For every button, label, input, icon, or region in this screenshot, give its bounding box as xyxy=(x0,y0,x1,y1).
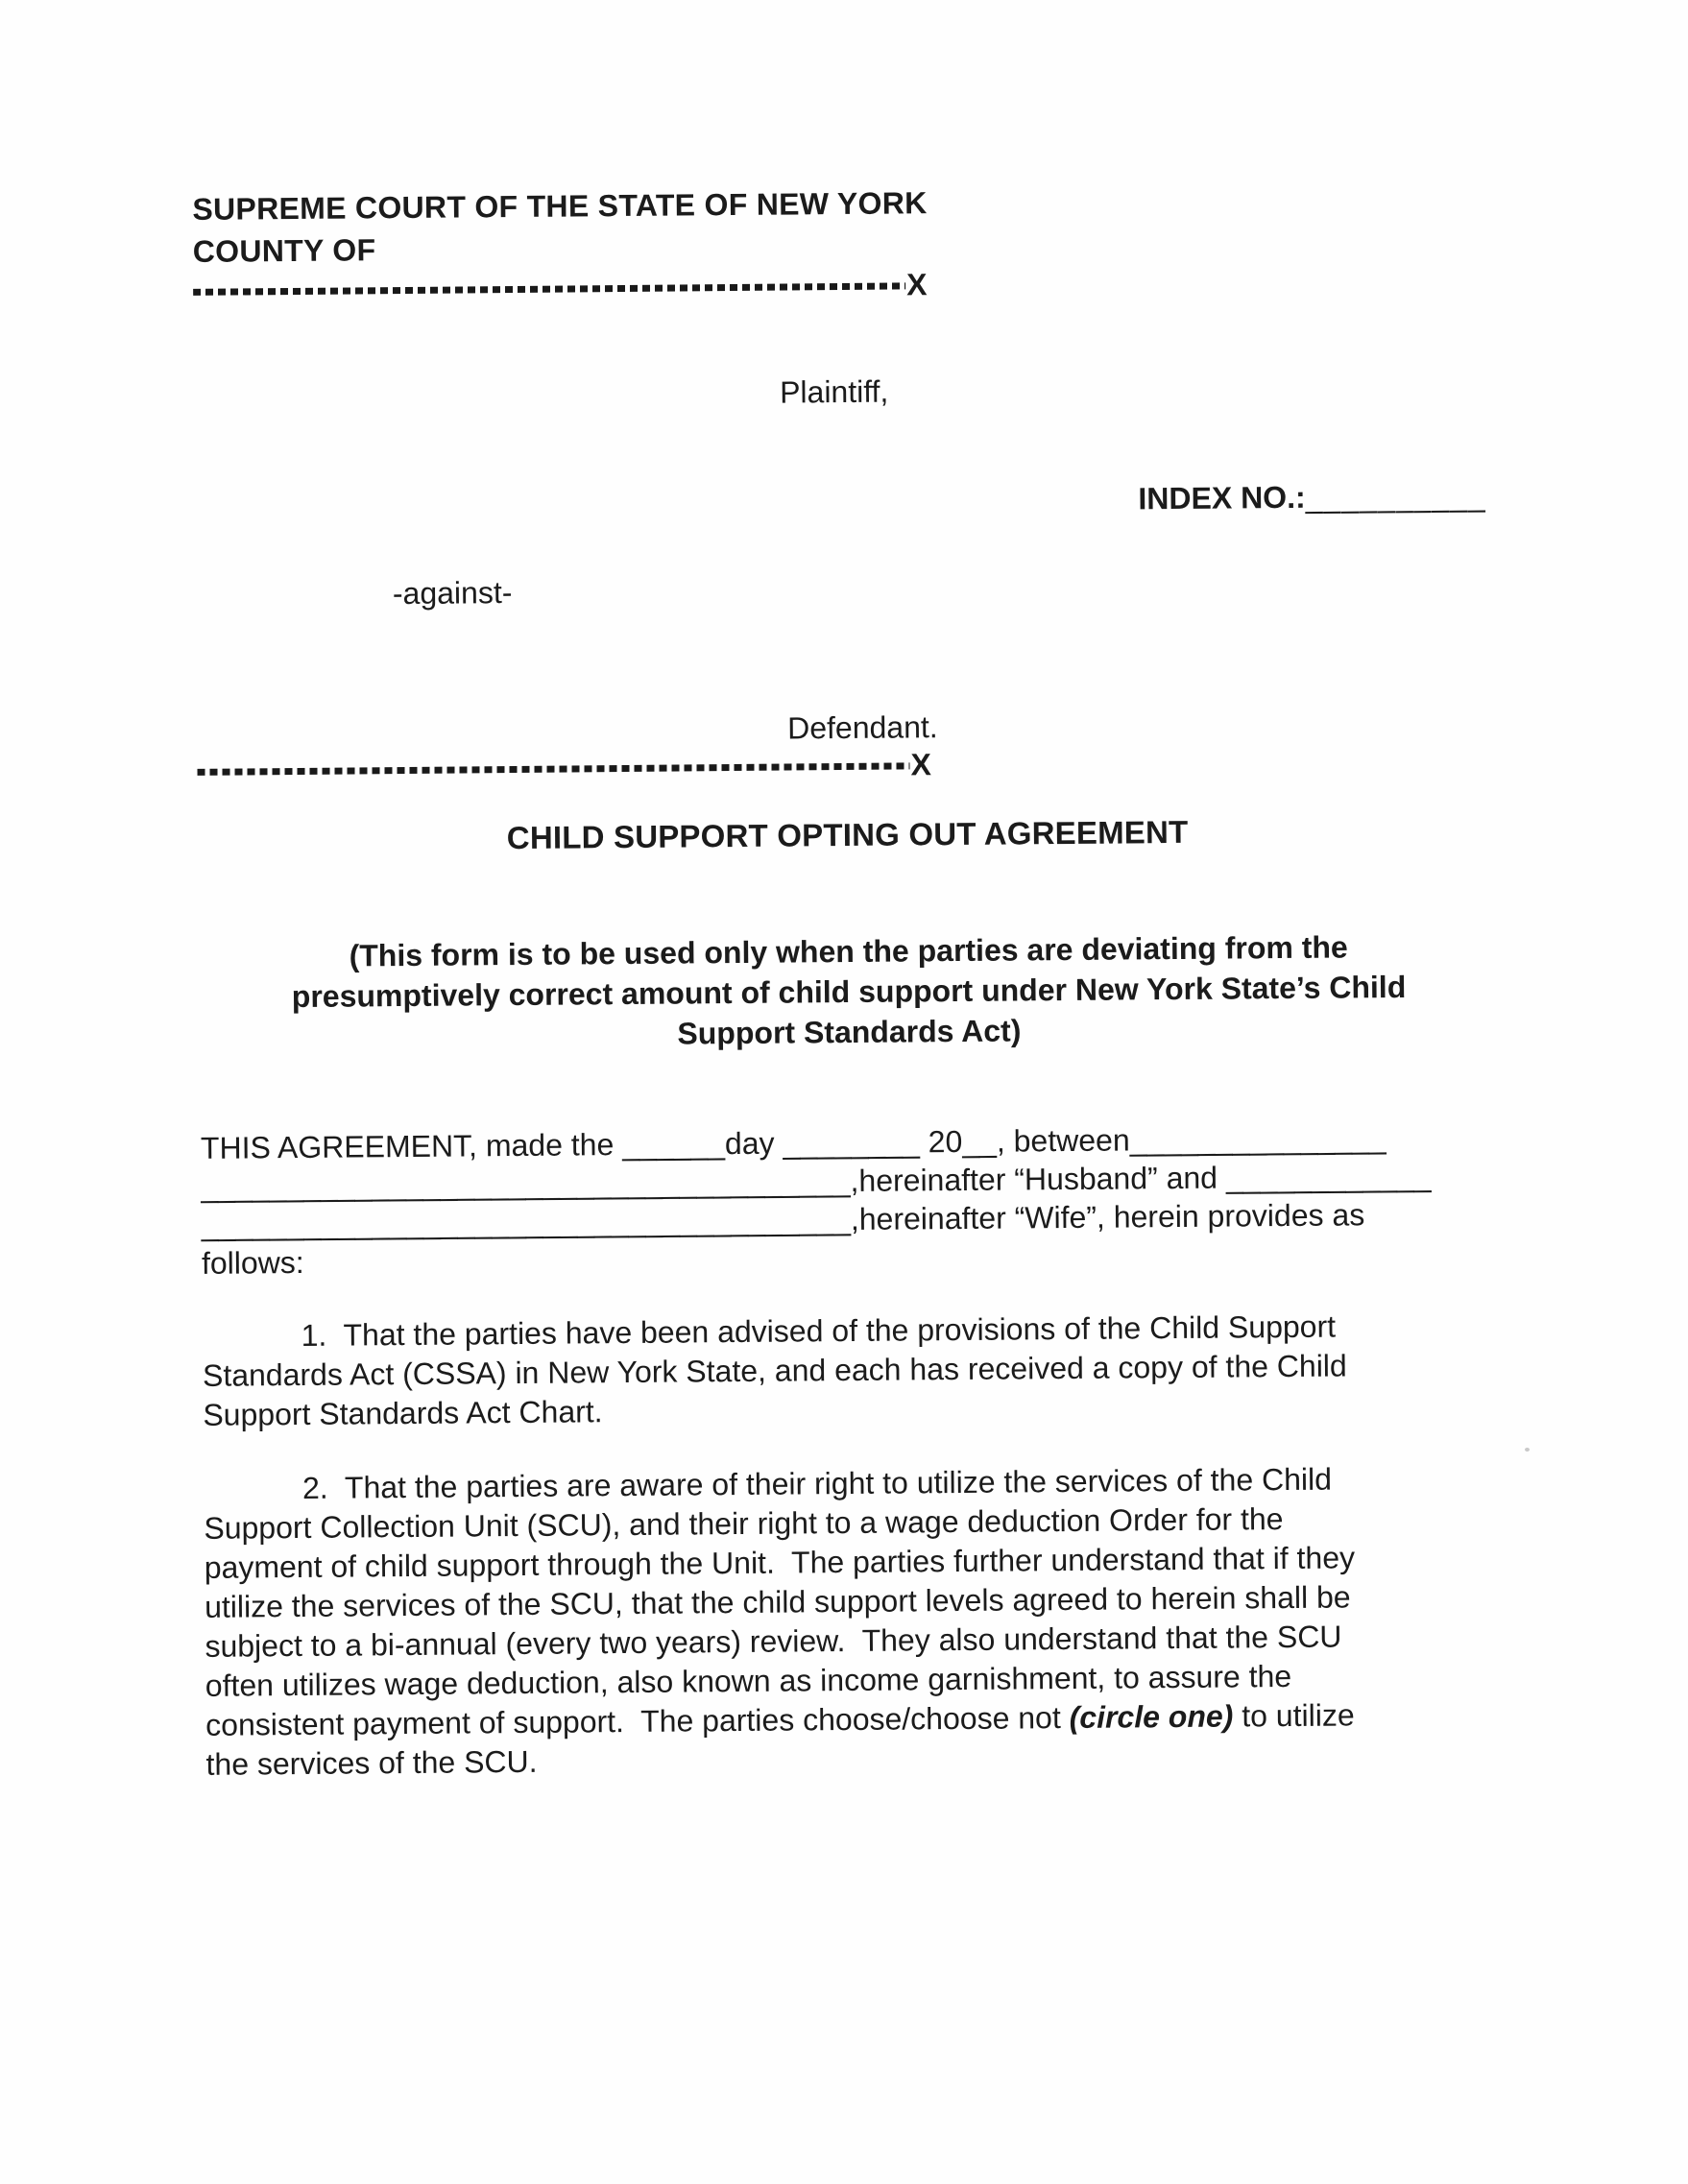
paragraph-1-cssa-advisement xyxy=(202,1306,1502,1435)
paragraph-line: Support Standards Act Chart. xyxy=(203,1394,603,1432)
document-subtitle xyxy=(199,925,1499,1058)
intro-line-husband-blank: ______________________________________,hereinafter “Husband” and ____________ xyxy=(201,1158,1432,1204)
paragraph-line: utilize the services of the SCU, that the child support levels agreed to herein shall be xyxy=(204,1579,1351,1624)
court-name: SUPREME COURT OF THE STATE OF NEW YORK xyxy=(192,185,928,227)
defendant-label: Defendant. xyxy=(786,709,938,746)
caption-divider-bottom xyxy=(197,746,941,791)
caption-divider-top xyxy=(193,266,937,311)
intro-line-wife-blank: ______________________________________,hereinafter “Wife”, herein provides as xyxy=(201,1197,1365,1242)
paragraph-line: 2. That the parties are aware of their right to utilize the services of the Child xyxy=(301,1461,1333,1505)
choose-text-tail: to utilize xyxy=(1233,1697,1355,1734)
paragraph-line: payment of child support through the Unit. The parties further understand that if they xyxy=(204,1540,1356,1585)
county-line: COUNTY OF xyxy=(192,232,376,269)
subtitle-line: (This form is to be used only when the parties are deviating from the xyxy=(349,929,1348,973)
choose-text: consistent payment of support. The parties choose/choose not xyxy=(205,1699,1070,1742)
intro-line-follows: follows: xyxy=(201,1244,304,1281)
circle-one-instruction: (circle one) xyxy=(1069,1698,1234,1735)
paragraph-line: Standards Act (CSSA) in New York State, and each has received a copy of the Child xyxy=(202,1348,1347,1393)
subtitle-line: presumptively correct amount of child support under New York State’s Child xyxy=(291,969,1407,1015)
divider-x-glyph: X xyxy=(905,267,928,302)
dashed-rule xyxy=(193,282,905,295)
paragraph-line: Support Collection Unit (SCU), and their right to a wage deduction Order for the xyxy=(204,1501,1284,1546)
against-label: -against- xyxy=(392,575,513,612)
court-header xyxy=(192,177,1492,273)
index-number-label: INDEX NO.: xyxy=(1138,479,1306,516)
divider-x-glyph: X xyxy=(910,747,931,782)
paragraph-2-scu-services xyxy=(204,1458,1506,1785)
index-number-row xyxy=(1087,438,1495,557)
plaintiff-label: Plaintiff, xyxy=(779,373,889,410)
subtitle-line: Support Standards Act) xyxy=(677,1013,1022,1051)
paragraph-line: often utilizes wage deduction, also known as income garnishment, to assure the xyxy=(205,1658,1292,1703)
paragraph-line: the services of the SCU. xyxy=(205,1743,538,1782)
intro-line-date-parties: THIS AGREEMENT, made the ______day ________ 20__, between_______________ xyxy=(200,1120,1387,1165)
agreement-intro xyxy=(201,1117,1501,1283)
index-number-blank: __________ xyxy=(1305,478,1486,515)
scan-artifact xyxy=(1525,1448,1530,1452)
dashed-rule xyxy=(197,762,909,775)
paragraph-line: 1. That the parties have been advised of the provisions of the Child Support xyxy=(301,1308,1337,1353)
document-title: CHILD SUPPORT OPTING OUT AGREEMENT xyxy=(506,813,1189,856)
paragraph-line: subject to a bi-annual (every two years) review. They also understand that the SCU xyxy=(205,1619,1342,1664)
